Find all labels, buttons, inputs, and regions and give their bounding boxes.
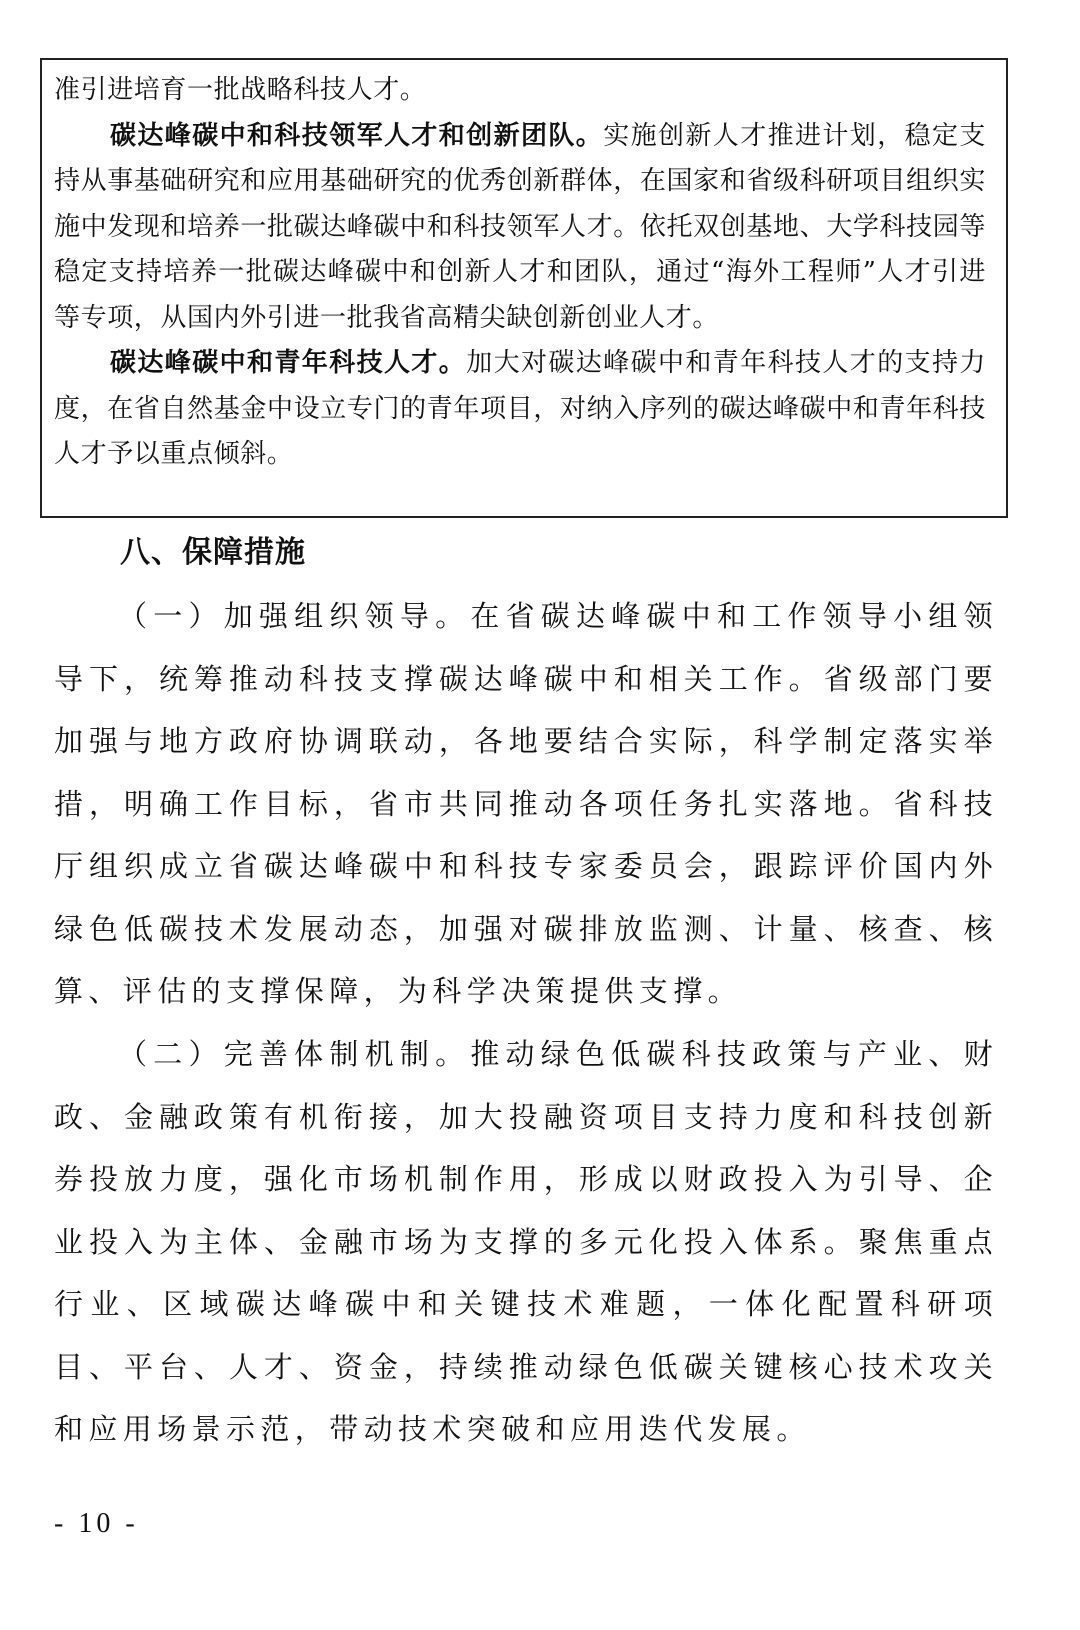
section-paragraph-mechanism	[54, 1023, 998, 1461]
page-number: - 10 -	[54, 1508, 139, 1539]
paragraph-text: （一）加强组织领导。在省碳达峰碳中和工作领导小组领导下，统筹推动科技支撑碳达峰碳中和相关工作。省级部门要加强与地方政府协调联动，各地要结合实际，科学制定落实举措，明确工作目标，省市共同推动各项任务扎实落地。省科技厅组织成立省碳达峰碳中和科技专家委员会，跟踪评价国内外绿色低碳技术发展动态，加强对碳排放监测、计量、核查、核算、评估的支撑保障，为科学决策提供支撑。	[54, 599, 998, 1008]
paragraph-text: 准引进培育一批战略科技人才。	[54, 75, 427, 105]
paragraph-text: 加大对碳达峰碳中和青年科技人才的支持力度，在省自然基金中设立专门的青年项目，对纳入序列的碳达峰碳中和青年科技人才予以重点倾斜。	[54, 348, 986, 469]
paragraph-lead-title: 碳达峰碳中和青年科技人才。	[110, 348, 467, 378]
boxed-paragraph-young-talent	[54, 341, 986, 478]
paragraph-lead-title: 碳达峰碳中和科技领军人才和创新团队。	[110, 120, 604, 151]
boxed-paragraph-continuation	[54, 68, 986, 114]
section-heading: 八、保障措施	[120, 535, 306, 570]
paragraph-text: 实施创新人才推进计划，稳定支持从事基础研究和应用基础研究的优秀创新群体，在国家和省级科研项目组织实施中发现和培养一批碳达峰碳中和科技领军人才。依托双创基地、大学科技园等稳定支持培养一批碳达峰碳中和创新人才和团队，通过“海外工程师”人才引进等专项，从国内外引进一批我省高精尖缺创新创业人才。	[54, 120, 986, 333]
paragraph-text: （二）完善体制机制。推动绿色低碳科技政策与产业、财政、金融政策有机衔接，加大投融资项目支持力度和科技创新券投放力度，强化市场机制作用，形成以财政投入为引导、企业投入为主体、金融市场为支撑的多元化投入体系。聚焦重点行业、区域碳达峰碳中和关键技术难题，一体化配置科研项目、平台、人才、资金，持续推动绿色低碳关键核心技术攻关和应用场景示范，带动技术突破和应用迭代发展。	[54, 1037, 998, 1446]
boxed-paragraph-leading-talent	[54, 114, 986, 342]
section-paragraph-organization	[54, 585, 998, 1023]
boxed-talent-section	[40, 58, 1008, 518]
